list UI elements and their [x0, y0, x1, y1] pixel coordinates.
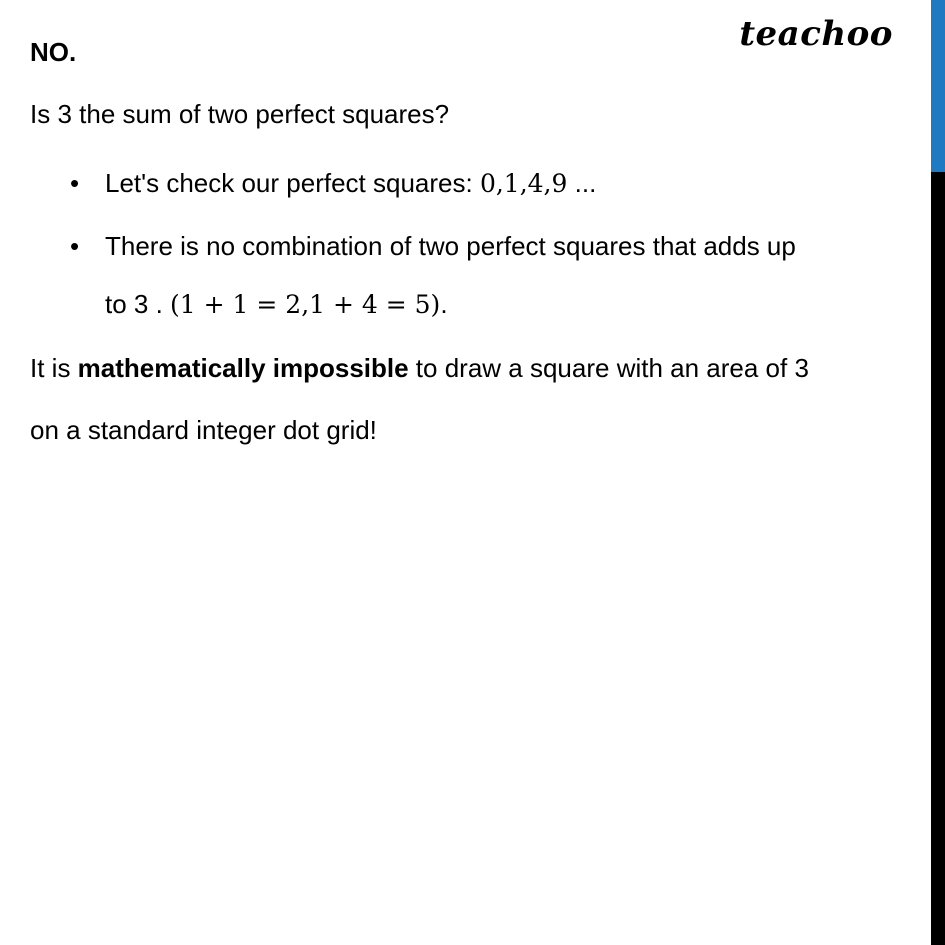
bullet-dot-icon: •	[70, 231, 80, 261]
question-text: Is 3 the sum of two perfect squares?	[30, 99, 450, 129]
bullet-text: There is no combination of two perfect squares that adds up	[105, 231, 796, 261]
bullet-continuation	[105, 288, 448, 321]
period: .	[440, 289, 448, 319]
bullet-ellipsis: ...	[567, 168, 597, 198]
conclusion-line-1	[30, 352, 809, 384]
bullet-dot-icon: •	[70, 168, 80, 198]
perfect-squares-list: 0,1,4,9	[479, 169, 568, 198]
conclusion-suffix: to draw a square with an area of 3	[408, 353, 809, 383]
answer-heading: NO.	[30, 37, 77, 67]
teachoo-logo: teachoo	[739, 14, 893, 54]
right-sidebar	[931, 0, 945, 945]
bullet-label: Let's check our perfect squares:	[105, 168, 480, 198]
conclusion-prefix: It is	[30, 353, 78, 383]
conclusion-line-2: on a standard integer dot grid!	[30, 415, 377, 445]
sum-equations: (1 + 1 = 2,1 + 4 = 5)	[170, 290, 441, 319]
sidebar-accent	[931, 0, 945, 172]
conclusion-emphasis: mathematically impossible	[77, 353, 409, 383]
bullet-text	[105, 167, 596, 200]
bullet-continuation-text: to 3 .	[105, 289, 171, 319]
